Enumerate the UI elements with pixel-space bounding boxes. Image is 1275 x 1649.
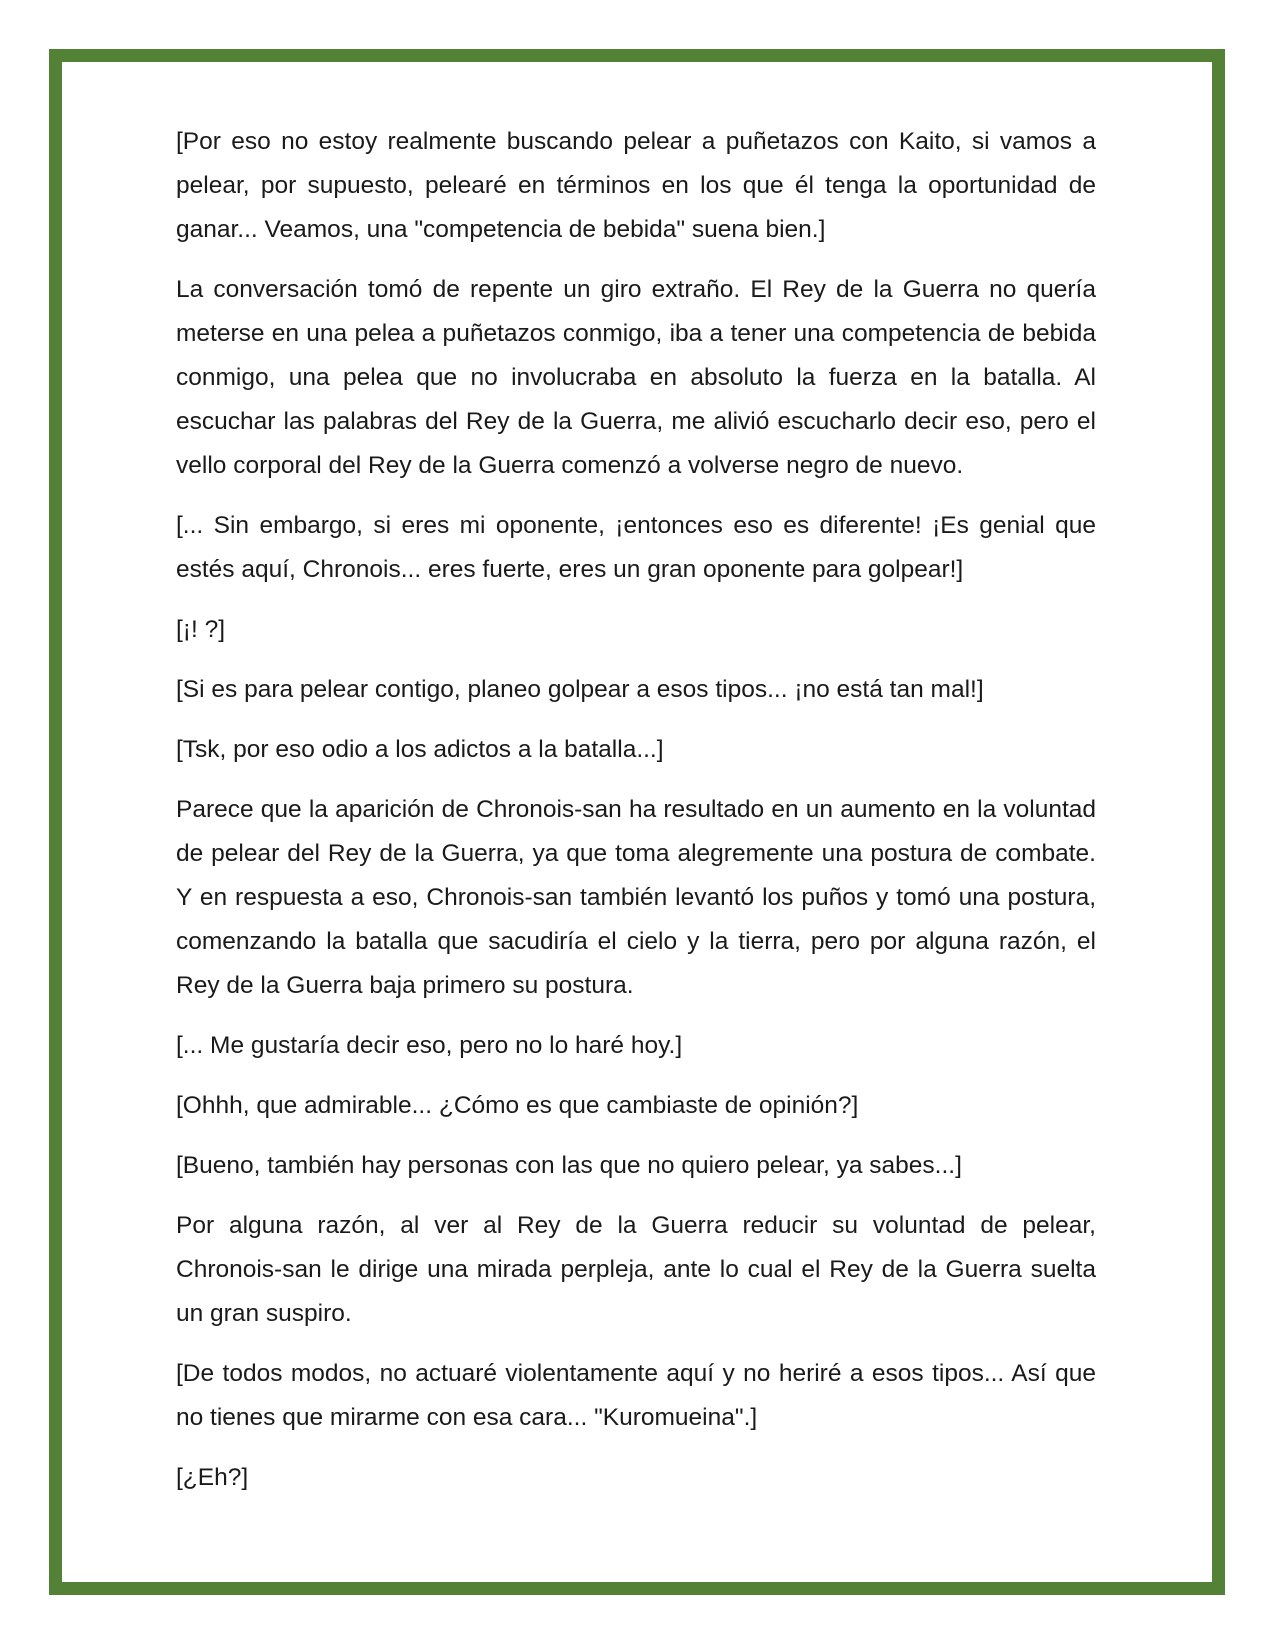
paragraph: [¿Eh?] (176, 1464, 249, 1491)
paragraph: [Bueno, también hay personas con las que no quiero pelear, ya sabes...] (176, 1152, 962, 1179)
paragraph: La conversación tomó de repente un giro extraño. El Rey de la Guerra no quería meterse en una pelea a puñetazos conmigo, iba a tener una competencia de bebida conmigo, una pelea que no involucraba en absoluto la fuerza en la batalla. Al escuchar las palabras del Rey de la Guerra, me alivió escucharlo decir eso, pero el vello corporal del Rey de la Guerra comenzó a volverse negro de nuevo. (176, 276, 1096, 479)
document-body (176, 120, 1096, 1516)
paragraph: Parece que la aparición de Chronois-san ha resultado en un aumento en la voluntad de pelear del Rey de la Guerra, ya que toma alegremente una postura de combate. Y en respuesta a eso, Chronois-san también levantó los puños y tomó una postura, comenzando la batalla que sacudiría el cielo y la tierra, pero por alguna razón, el Rey de la Guerra baja primero su postura. (176, 796, 1096, 999)
paragraph: [¡! ?] (176, 616, 226, 643)
paragraph: [De todos modos, no actuaré violentamente aquí y no heriré a esos tipos... Así que no tienes que mirarme con esa cara... "Kuromueina".] (176, 1360, 1096, 1431)
paragraph: [Tsk, por eso odio a los adictos a la batalla...] (176, 736, 664, 763)
paragraph: [Ohhh, que admirable... ¿Cómo es que cambiaste de opinión?] (176, 1092, 859, 1119)
paragraph: [... Me gustaría decir eso, pero no lo haré hoy.] (176, 1032, 683, 1059)
paragraph: Por alguna razón, al ver al Rey de la Guerra reducir su voluntad de pelear, Chronois-san le dirige una mirada perpleja, ante lo cual el Rey de la Guerra suelta un gran suspiro. (176, 1212, 1096, 1327)
paragraph: [Si es para pelear contigo, planeo golpear a esos tipos... ¡no está tan mal!] (176, 676, 984, 703)
paragraph: [Por eso no estoy realmente buscando pelear a puñetazos con Kaito, si vamos a pelear, por supuesto, pelearé en términos en los que él tenga la oportunidad de ganar... Veamos, una "competencia de bebida" suena bien.] (176, 128, 1096, 243)
paragraph: [... Sin embargo, si eres mi oponente, ¡entonces eso es diferente! ¡Es genial que estés aquí, Chronois... eres fuerte, eres un gran oponente para golpear!] (176, 512, 1096, 583)
